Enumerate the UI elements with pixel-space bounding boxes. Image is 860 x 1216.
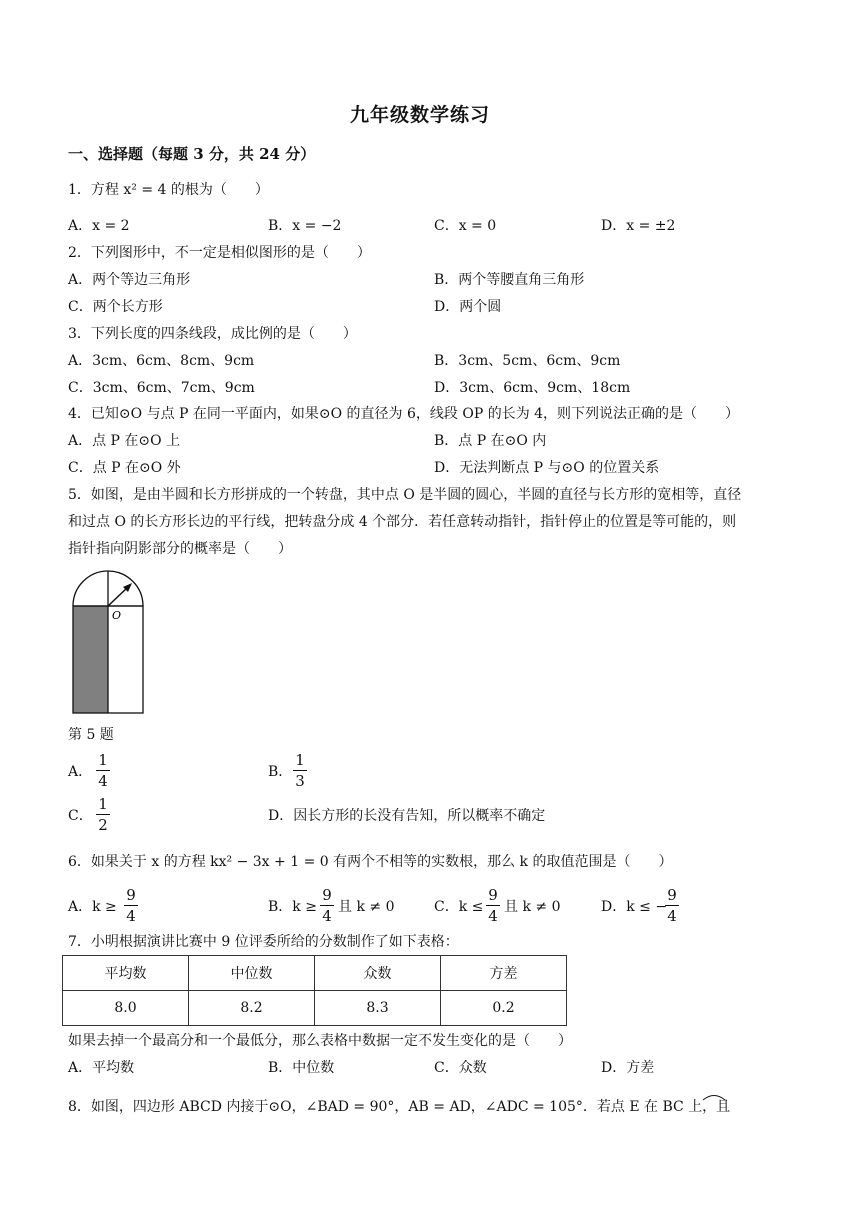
- pointer-arrow: [108, 587, 128, 606]
- q7-option-b: B．中位数: [268, 1060, 335, 1076]
- table-cell: 8.0: [63, 991, 189, 1026]
- denominator: 4: [488, 907, 498, 925]
- q4-option-d: D．无法判断点 P 与⊙O 的位置关系: [434, 460, 660, 476]
- table-header-cell: 平均数: [63, 956, 189, 991]
- q6-option-b-label: B．k ≥: [268, 899, 317, 915]
- q2-option-a: A．两个等边三角形: [68, 272, 191, 288]
- table-cell: 0.2: [441, 991, 567, 1026]
- q6-option-d-fraction: [665, 886, 679, 925]
- denominator: 4: [667, 907, 677, 925]
- question-2-stem: 2．下列图形中，不一定是相似图形的是（ ）: [68, 245, 371, 261]
- q2-option-b: B．两个等腰直角三角形: [434, 272, 585, 288]
- figure-caption: 第 5 题: [68, 727, 114, 743]
- table-header-cell: 中位数: [189, 956, 315, 991]
- q3-option-c: C．3cm、6cm、7cm、9cm: [68, 380, 255, 396]
- section-heading: 一、选择题（每题 3 分，共 24 分）: [68, 145, 316, 163]
- q6-option-a-fraction: [124, 886, 138, 925]
- shaded-region: [73, 606, 108, 713]
- q2-option-d: D．两个圆: [434, 299, 502, 315]
- table-header-row: [63, 956, 567, 991]
- q5-option-d: D．因长方形的长没有告知，所以概率不确定: [268, 808, 546, 824]
- q1-option-d: D．x = ±2: [601, 218, 676, 234]
- q3-option-d: D．3cm、6cm、9cm、18cm: [434, 380, 631, 396]
- denominator: 4: [322, 907, 332, 925]
- statistics-table: [62, 955, 567, 1026]
- q6-option-c-label: C．k ≤: [434, 899, 484, 915]
- question-1-stem: 1．方程 x² = 4 的根为（ ）: [68, 182, 269, 198]
- q4-option-c: C．点 P 在⊙O 外: [68, 460, 181, 476]
- question-3-stem: 3．下列长度的四条线段，成比例的是（ ）: [68, 326, 357, 342]
- denominator: 4: [126, 907, 136, 925]
- numerator: 9: [126, 886, 136, 904]
- center-label-o: O: [112, 609, 122, 622]
- question-6-stem: 6．如果关于 x 的方程 kx² − 3x + 1 = 0 有两个不相等的实数根，那么 k 的取值范围是（ ）: [68, 854, 673, 870]
- q5-option-c-label: C．: [68, 808, 93, 824]
- denominator: 4: [98, 772, 108, 790]
- page-title: 九年级数学练习: [350, 104, 491, 126]
- table-cell: 8.3: [315, 991, 441, 1026]
- table-header-cell: 方差: [441, 956, 567, 991]
- question-8-stem: 8．如图，四边形 ABCD 内接于⊙O，∠BAD = 90°，AB = AD，∠ADC = 105°．若点 E 在 BC 上，且: [68, 1099, 731, 1115]
- q6-option-d-label: D．k ≤ −: [601, 899, 668, 915]
- q6-option-b-fraction: [320, 886, 334, 925]
- q6-option-c-suffix: 且 k ≠ 0: [504, 899, 561, 915]
- question-5-line-1: 5．如图，是由半圆和长方形拼成的一个转盘，其中点 O 是半圆的圆心，半圆的直径与长方形的宽相等，直径: [68, 487, 742, 503]
- spinner-figure: [68, 566, 148, 718]
- q1-option-a: A．x = 2: [68, 218, 130, 234]
- question-5-line-3: 指针指向阴影部分的概率是（ ）: [68, 541, 292, 557]
- numerator: 9: [667, 886, 677, 904]
- q1-option-c: C．x = 0: [434, 218, 497, 234]
- numerator: 9: [488, 886, 498, 904]
- q7-option-c: C．众数: [434, 1060, 487, 1076]
- numerator: 9: [322, 886, 332, 904]
- q4-option-b: B．点 P 在⊙O 内: [434, 433, 547, 449]
- q3-option-a: A．3cm、6cm、8cm、9cm: [68, 353, 255, 369]
- q6-option-a-label: A．k ≥: [68, 899, 117, 915]
- arc-mark-icon: [702, 1093, 726, 1101]
- q5-option-a-label: A．: [68, 764, 93, 780]
- q7-option-a: A．平均数: [68, 1060, 135, 1076]
- denominator: 3: [295, 772, 305, 790]
- denominator: 2: [98, 816, 108, 834]
- table-header-cell: 众数: [315, 956, 441, 991]
- q3-option-b: B．3cm、5cm、6cm、9cm: [434, 353, 621, 369]
- q5-option-a-fraction: [96, 751, 110, 790]
- q1-option-b: B．x = −2: [268, 218, 342, 234]
- question-4-stem: 4．已知⊙O 与点 P 在同一平面内，如果⊙O 的直径为 6，线段 OP 的长为 4，则下列说法正确的是（ ）: [68, 406, 740, 422]
- numerator: 1: [295, 751, 305, 769]
- q5-option-b-label: B．: [268, 764, 293, 780]
- question-5-line-2: 和过点 O 的长方形长边的平行线，把转盘分成 4 个部分．若任意转动指针，指针停止的位置是等可能的，则: [68, 514, 737, 530]
- q5-option-c-fraction: [96, 795, 110, 834]
- numerator: 1: [98, 795, 108, 813]
- table-cell: 8.2: [189, 991, 315, 1026]
- q2-option-c: C．两个长方形: [68, 299, 163, 315]
- table-row: [63, 991, 567, 1026]
- q5-option-b-fraction: [293, 751, 307, 790]
- numerator: 1: [98, 751, 108, 769]
- q4-option-a: A．点 P 在⊙O 上: [68, 433, 181, 449]
- q6-option-b-suffix: 且 k ≠ 0: [338, 899, 395, 915]
- question-7-followup: 如果去掉一个最高分和一个最低分，那么表格中数据一定不发生变化的是（ ）: [68, 1033, 572, 1049]
- q7-option-d: D．方差: [601, 1060, 655, 1076]
- q6-option-c-fraction: [486, 886, 500, 925]
- question-7-stem: 7．小明根据演讲比赛中 9 位评委所给的分数制作了如下表格：: [68, 934, 459, 950]
